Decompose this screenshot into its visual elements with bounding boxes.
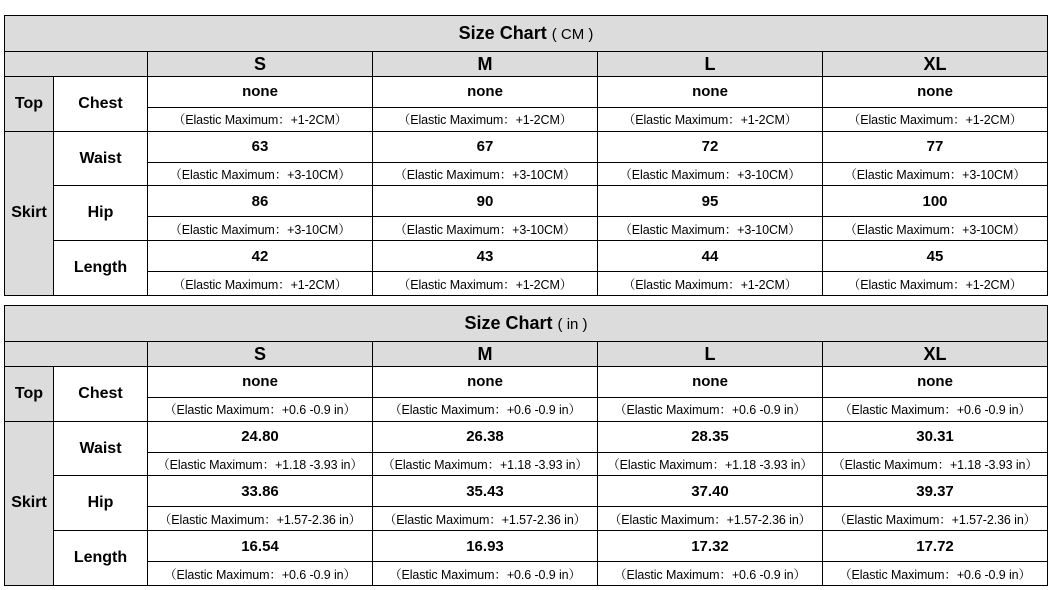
measure-value: 16.54 [148, 531, 373, 562]
measure-row-waist [5, 421, 1048, 452]
elastic-note: （Elastic Maximum：+0.6 -0.9 in） [598, 397, 823, 421]
measure-value: none [598, 76, 823, 107]
measure-value: 42 [148, 241, 373, 272]
measure-row-chest [5, 76, 1048, 107]
elastic-note: （Elastic Maximum：+0.6 -0.9 in） [598, 562, 823, 586]
elastic-note: （Elastic Maximum：+1.57-2.36 in） [823, 507, 1048, 531]
elastic-note: （Elastic Maximum：+1-2CM） [148, 272, 373, 296]
elastic-note: （Elastic Maximum：+1.18 -3.93 in） [823, 452, 1048, 476]
elastic-note: （Elastic Maximum：+1-2CM） [598, 272, 823, 296]
measure-value: 67 [373, 131, 598, 162]
measure-value: 37.40 [598, 476, 823, 507]
note-row [5, 162, 1048, 186]
note-row [5, 397, 1048, 421]
measure-value: none [598, 366, 823, 397]
measure-label-waist: Waist [54, 131, 148, 186]
note-row [5, 272, 1048, 296]
elastic-note: （Elastic Maximum：+3-10CM） [823, 162, 1048, 186]
measure-value: none [823, 366, 1048, 397]
elastic-note: （Elastic Maximum：+1-2CM） [373, 107, 598, 131]
measure-value: 26.38 [373, 421, 598, 452]
elastic-note: （Elastic Maximum：+1-2CM） [823, 272, 1048, 296]
size-chart-in-table [4, 305, 1048, 586]
elastic-note: （Elastic Maximum：+3-10CM） [598, 217, 823, 241]
elastic-note: （Elastic Maximum：+1-2CM） [373, 272, 598, 296]
chart-title-text: Size Chart [458, 23, 547, 44]
note-row [5, 217, 1048, 241]
elastic-note: （Elastic Maximum：+3-10CM） [373, 217, 598, 241]
chart-title [5, 306, 1048, 342]
measure-value: 43 [373, 241, 598, 272]
size-header-xl: XL [823, 52, 1048, 77]
measure-value: 77 [823, 131, 1048, 162]
measure-value: 30.31 [823, 421, 1048, 452]
measure-value: 33.86 [148, 476, 373, 507]
elastic-note: （Elastic Maximum：+1-2CM） [148, 107, 373, 131]
measure-row-length [5, 241, 1048, 272]
measure-label-chest: Chest [54, 366, 148, 421]
chart-title [5, 16, 1048, 52]
measure-value: none [148, 366, 373, 397]
elastic-note: （Elastic Maximum：+3-10CM） [598, 162, 823, 186]
measure-row-hip [5, 476, 1048, 507]
chart-unit: ( CM ) [551, 26, 594, 44]
corner-cell [5, 342, 148, 367]
elastic-note: （Elastic Maximum：+1.57-2.36 in） [373, 507, 598, 531]
elastic-note: （Elastic Maximum：+0.6 -0.9 in） [148, 562, 373, 586]
size-chart-cm-table [4, 15, 1048, 296]
measure-value: none [148, 76, 373, 107]
measure-value: none [373, 366, 598, 397]
elastic-note: （Elastic Maximum：+0.6 -0.9 in） [823, 562, 1048, 586]
elastic-note: （Elastic Maximum：+1.18 -3.93 in） [598, 452, 823, 476]
measure-row-hip [5, 186, 1048, 217]
measure-value: 90 [373, 186, 598, 217]
measure-value: 45 [823, 241, 1048, 272]
measure-row-waist [5, 131, 1048, 162]
measure-row-length [5, 531, 1048, 562]
measure-label-length: Length [54, 531, 148, 586]
note-row [5, 452, 1048, 476]
note-row [5, 507, 1048, 531]
size-header-l: L [598, 342, 823, 367]
measure-value: 35.43 [373, 476, 598, 507]
elastic-note: （Elastic Maximum：+0.6 -0.9 in） [373, 397, 598, 421]
measure-value: 16.93 [373, 531, 598, 562]
measure-value: 44 [598, 241, 823, 272]
measure-label-waist: Waist [54, 421, 148, 476]
size-header-m: M [373, 52, 598, 77]
measure-value: 24.80 [148, 421, 373, 452]
measure-value: 17.72 [823, 531, 1048, 562]
measure-value: none [373, 76, 598, 107]
size-header-xl: XL [823, 342, 1048, 367]
corner-cell [5, 52, 148, 77]
chart-title-text: Size Chart [464, 313, 553, 334]
elastic-note: （Elastic Maximum：+1-2CM） [823, 107, 1048, 131]
size-header-l: L [598, 52, 823, 77]
elastic-note: （Elastic Maximum：+0.6 -0.9 in） [373, 562, 598, 586]
elastic-note: （Elastic Maximum：+1-2CM） [598, 107, 823, 131]
group-label-skirt: Skirt [5, 131, 54, 295]
elastic-note: （Elastic Maximum：+1.57-2.36 in） [148, 507, 373, 531]
measure-value: 17.32 [598, 531, 823, 562]
measure-value: 39.37 [823, 476, 1048, 507]
measure-label-hip: Hip [54, 476, 148, 531]
note-row [5, 562, 1048, 586]
measure-value: none [823, 76, 1048, 107]
measure-label-hip: Hip [54, 186, 148, 241]
group-label-top: Top [5, 366, 54, 421]
elastic-note: （Elastic Maximum：+0.6 -0.9 in） [823, 397, 1048, 421]
measure-value: 100 [823, 186, 1048, 217]
elastic-note: （Elastic Maximum：+3-10CM） [148, 217, 373, 241]
elastic-note: （Elastic Maximum：+0.6 -0.9 in） [148, 397, 373, 421]
group-label-top: Top [5, 76, 54, 131]
size-header-row [5, 52, 1048, 77]
elastic-note: （Elastic Maximum：+3-10CM） [148, 162, 373, 186]
size-header-m: M [373, 342, 598, 367]
measure-label-length: Length [54, 241, 148, 296]
note-row [5, 107, 1048, 131]
measure-label-chest: Chest [54, 76, 148, 131]
size-header-s: S [148, 342, 373, 367]
size-header-row [5, 342, 1048, 367]
measure-value: 72 [598, 131, 823, 162]
chart-unit: ( in ) [557, 316, 588, 334]
measure-value: 28.35 [598, 421, 823, 452]
elastic-note: （Elastic Maximum：+1.18 -3.93 in） [148, 452, 373, 476]
elastic-note: （Elastic Maximum：+1.57-2.36 in） [598, 507, 823, 531]
elastic-note: （Elastic Maximum：+3-10CM） [373, 162, 598, 186]
measure-value: 95 [598, 186, 823, 217]
group-label-skirt: Skirt [5, 421, 54, 585]
measure-value: 63 [148, 131, 373, 162]
elastic-note: （Elastic Maximum：+3-10CM） [823, 217, 1048, 241]
measure-value: 86 [148, 186, 373, 217]
size-header-s: S [148, 52, 373, 77]
elastic-note: （Elastic Maximum：+1.18 -3.93 in） [373, 452, 598, 476]
title-row [5, 306, 1048, 342]
title-row [5, 16, 1048, 52]
measure-row-chest [5, 366, 1048, 397]
